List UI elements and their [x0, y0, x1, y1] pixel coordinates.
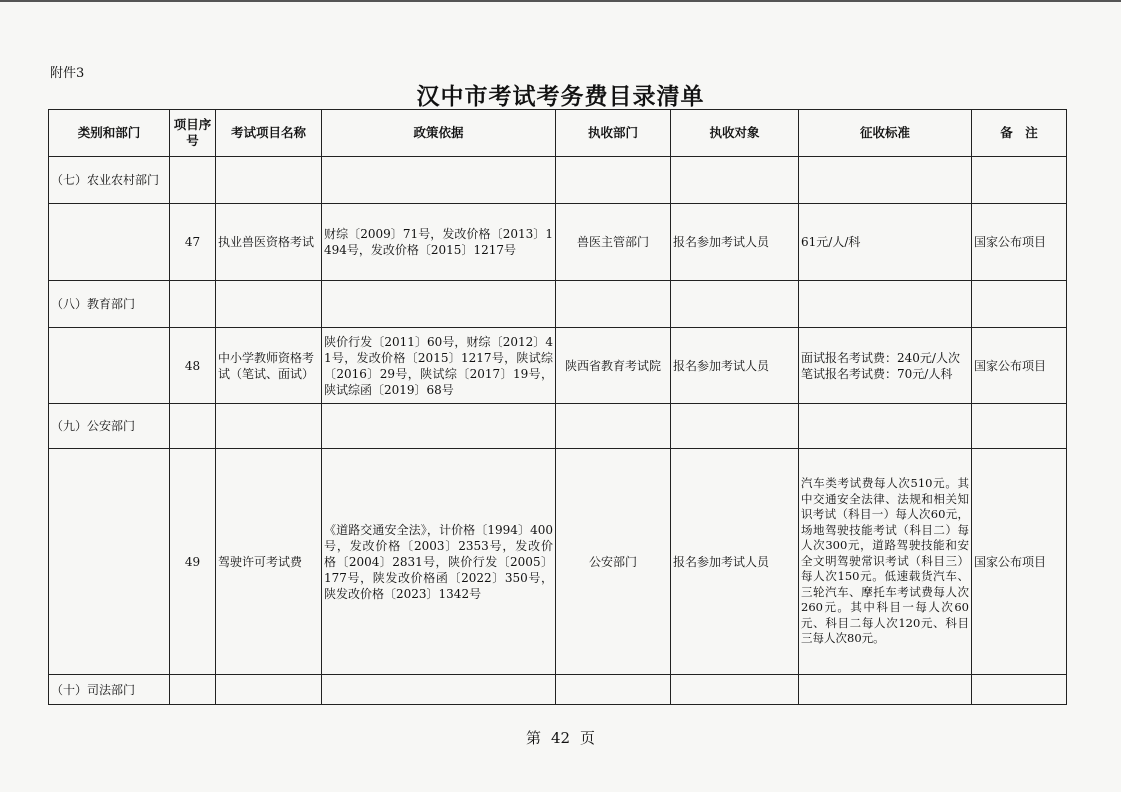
category-cell: （九）公安部门 [49, 404, 170, 449]
remark-cell: 国家公布项目 [972, 449, 1067, 675]
empty-cell [671, 157, 799, 204]
category-row-education [49, 281, 1067, 328]
empty-cell [322, 675, 556, 705]
footer-suffix: 页 [580, 729, 596, 747]
fee-table [48, 109, 1067, 705]
category-row-justice [49, 675, 1067, 705]
standard-line-interview: 面试报名考试费：240元/人次 [801, 350, 960, 365]
header-target: 执收对象 [671, 110, 799, 157]
empty-cell [170, 404, 216, 449]
dept-cell: 公安部门 [556, 449, 671, 675]
empty-cell [972, 281, 1067, 328]
empty-cell [322, 157, 556, 204]
empty-cell [972, 157, 1067, 204]
standard-cell: 汽车类考试费每人次510元。其中交通安全法律、法规和相关知识考试（科目一）每人次60元，场地驾驶技能考试（科目二）每人次300元，道路驾驶技能和安全文明驾驶常识考试（科目三）每人次150元。低速载货汽车、三轮汽车、摩托车考试费每人次260元。其中科目一每人次60元、科目二每人次120元、科目三每人次80元。 [799, 449, 972, 675]
empty-cell [671, 675, 799, 705]
header-policy: 政策依据 [322, 110, 556, 157]
footer-prefix: 第 [525, 729, 541, 747]
serial-cell: 48 [170, 328, 216, 404]
empty-cell [322, 281, 556, 328]
scan-top-border [0, 0, 1121, 2]
category-row-agriculture [49, 157, 1067, 204]
standard-line-written: 笔试报名考试费：70元/人科 [801, 366, 953, 381]
policy-cell: 财综〔2009〕71号，发改价格〔2013〕1494号，发改价格〔2015〕1217号 [322, 204, 556, 281]
category-cell: （七）农业农村部门 [49, 157, 170, 204]
serial-cell: 49 [170, 449, 216, 675]
empty-cell [799, 404, 972, 449]
empty-cell [671, 281, 799, 328]
empty-cell [799, 675, 972, 705]
empty-cell [556, 157, 671, 204]
exam-name-cell: 执业兽医资格考试 [216, 204, 322, 281]
table-row-49 [49, 449, 1067, 675]
empty-cell [972, 675, 1067, 705]
empty-cell [49, 449, 170, 675]
empty-cell [216, 157, 322, 204]
empty-cell [556, 675, 671, 705]
empty-cell [170, 675, 216, 705]
policy-cell: 《道路交通安全法》，计价格〔1994〕400号，发改价格〔2003〕2353号，发改价格〔2004〕2831号，陕价行发〔2005〕177号，陕发改价格函〔2022〕350号，陕发改价格〔2023〕1342号 [322, 449, 556, 675]
table-row-47 [49, 204, 1067, 281]
header-row [49, 110, 1067, 157]
header-name: 考试项目名称 [216, 110, 322, 157]
header-serial: 项目序号 [170, 110, 216, 157]
header-category: 类别和部门 [49, 110, 170, 157]
serial-cell: 47 [170, 204, 216, 281]
exam-name-cell: 驾驶许可考试费 [216, 449, 322, 675]
remark-cell: 国家公布项目 [972, 328, 1067, 404]
document-title: 汉中市考试考务费目录清单 [416, 83, 705, 110]
empty-cell [799, 281, 972, 328]
target-cell: 报名参加考试人员 [671, 328, 799, 404]
header-standard: 征收标准 [799, 110, 972, 157]
standard-cell: 61元/人/科 [799, 204, 972, 281]
dept-cell: 陕西省教育考试院 [556, 328, 671, 404]
header-dept: 执收部门 [556, 110, 671, 157]
page-number: 42 [550, 729, 571, 747]
empty-cell [49, 328, 170, 404]
empty-cell [170, 281, 216, 328]
exam-name-cell: 中小学教师资格考试（笔试、面试） [216, 328, 322, 404]
policy-cell: 陕价行发〔2011〕60号，财综〔2012〕41号，发改价格〔2015〕1217号，陕试综〔2016〕29号，陕试综〔2017〕19号，陕试综函〔2019〕68号 [322, 328, 556, 404]
empty-cell [170, 157, 216, 204]
header-remark: 备 注 [972, 110, 1067, 157]
standard-cell [799, 328, 972, 404]
empty-cell [799, 157, 972, 204]
attachment-label: 附件3 [50, 66, 85, 81]
empty-cell [322, 404, 556, 449]
table-row-48 [49, 328, 1067, 404]
page-footer [0, 727, 1121, 748]
category-row-police [49, 404, 1067, 449]
target-cell: 报名参加考试人员 [671, 204, 799, 281]
empty-cell [671, 404, 799, 449]
empty-cell [216, 675, 322, 705]
empty-cell [556, 404, 671, 449]
dept-cell: 兽医主管部门 [556, 204, 671, 281]
remark-cell: 国家公布项目 [972, 204, 1067, 281]
empty-cell [972, 404, 1067, 449]
target-cell: 报名参加考试人员 [671, 449, 799, 675]
empty-cell [49, 204, 170, 281]
empty-cell [556, 281, 671, 328]
category-cell: （十）司法部门 [49, 675, 170, 705]
empty-cell [216, 281, 322, 328]
empty-cell [216, 404, 322, 449]
category-cell: （八）教育部门 [49, 281, 170, 328]
